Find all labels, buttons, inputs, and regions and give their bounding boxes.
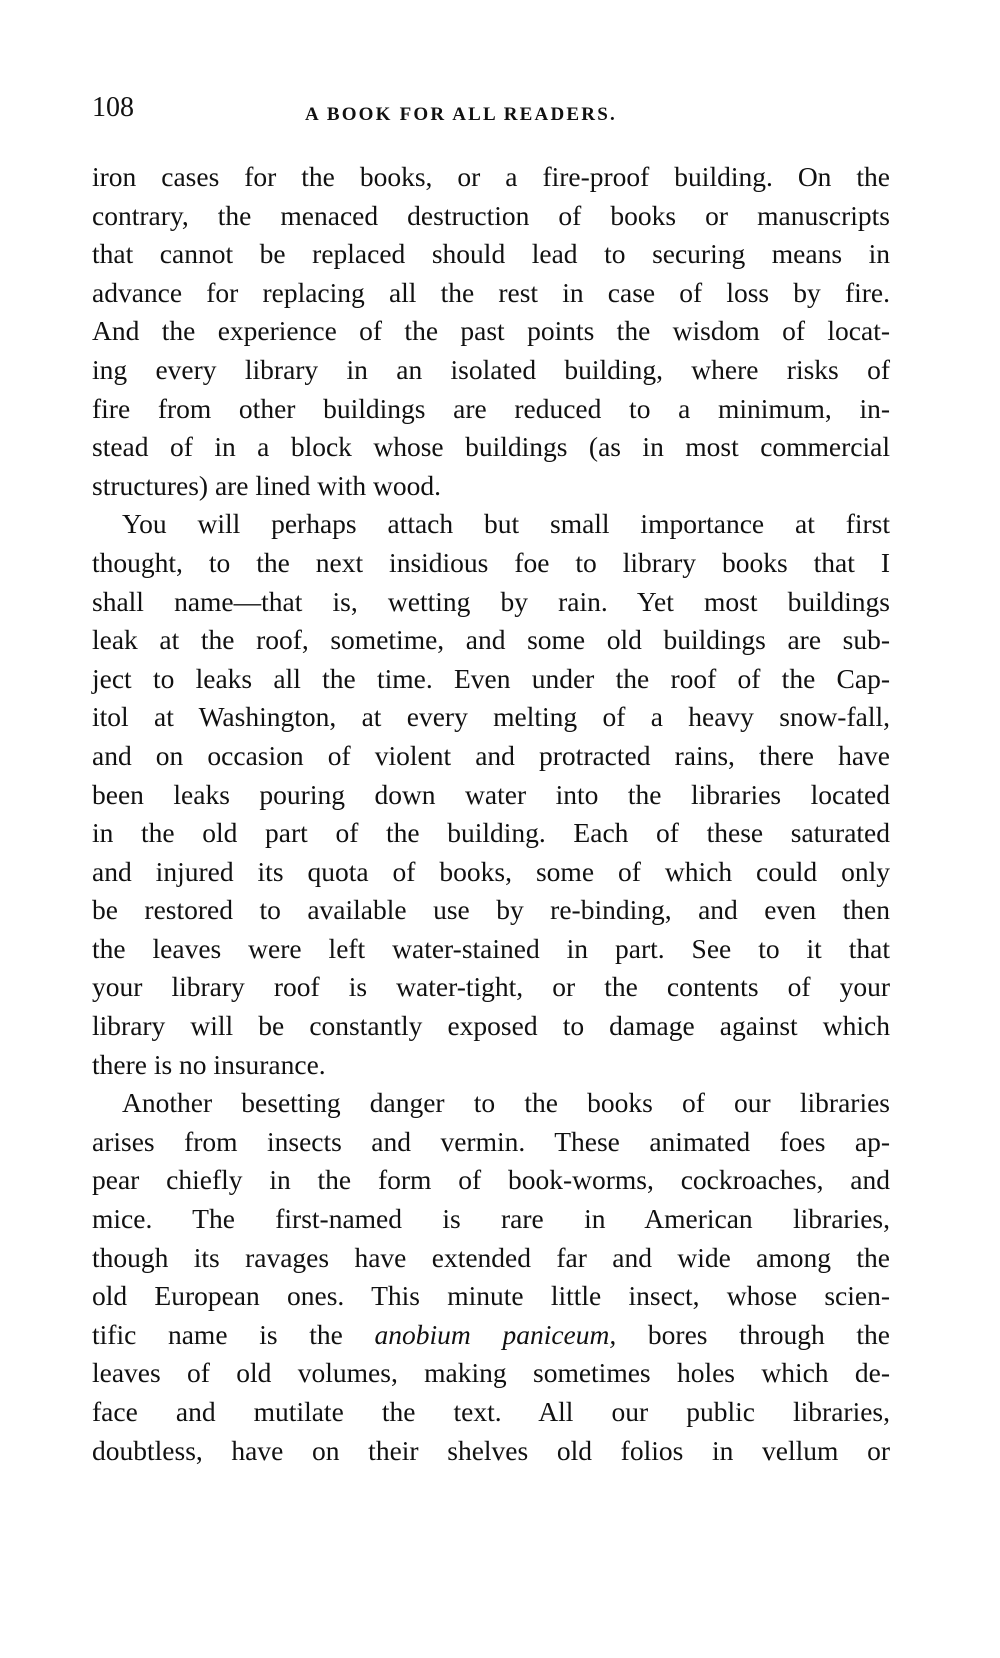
text-line: there is no insurance. (92, 1048, 326, 1080)
text-line: and injured its quota of books, some of which could only (92, 855, 890, 887)
page-number: 108 (92, 92, 134, 123)
text-line: though its ravages have extended far and wide among the (92, 1241, 890, 1273)
text-line: leaves of old volumes, making sometimes holes which de- (92, 1357, 890, 1389)
text-line: And the experience of the past points the wisdom of locat- (92, 315, 890, 347)
text-line (92, 1316, 890, 1355)
text-line: the leaves were left water-stained in part. See to it that (92, 932, 890, 964)
text-line: Another besetting danger to the books of our libraries (122, 1087, 890, 1119)
text-line: been leaks pouring down water into the libraries located (92, 778, 890, 810)
text-line: pear chiefly in the form of book-worms, cockroaches, and (92, 1164, 890, 1196)
text-line: contrary, the menaced destruction of books or manuscripts (92, 199, 890, 231)
text-line: itol at Washington, at every melting of a heavy snow-fall, (92, 701, 890, 733)
italic-term: anobium paniceum, (374, 1318, 617, 1350)
text-line: your library roof is water-tight, or the contents of your (92, 971, 890, 1003)
text-line: in the old part of the building. Each of these saturated (92, 817, 890, 849)
text-line: ing every library in an isolated building, where risks of (92, 353, 890, 385)
text-line: advance for replacing all the rest in case of loss by fire. (92, 276, 890, 308)
text-span: tific name is the (92, 1318, 375, 1350)
text-line: structures) are lined with wood. (92, 469, 442, 501)
text-line: doubtless, have on their shelves old folios in vellum or (92, 1434, 890, 1466)
text-line: thought, to the next insidious foe to library books that I (92, 546, 890, 578)
running-head: A BOOK FOR ALL READERS. (305, 104, 617, 125)
text-line: leak at the roof, sometime, and some old buildings are sub- (92, 624, 890, 656)
text-line: ject to leaks all the time. Even under the roof of the Cap- (92, 662, 890, 694)
text-line: stead of in a block whose buildings (as in most commercial (92, 431, 890, 463)
text-line: face and mutilate the text. All our public libraries, (92, 1396, 890, 1427)
text-line: arises from insects and vermin. These animated foes ap- (92, 1125, 890, 1157)
text-span: bores through the (616, 1318, 890, 1350)
text-line: that cannot be replaced should lead to securing means in (92, 238, 890, 270)
text-line: be restored to available use by re-binding, and even then (92, 894, 890, 926)
text-line: iron cases for the books, or a fire-proof building. On the (92, 161, 890, 192)
text-line: You will perhaps attach but small importance at first (122, 508, 890, 540)
text-line: shall name—that is, wetting by rain. Yet most buildings (92, 585, 890, 617)
text-line: mice. The first-named is rare in American libraries, (92, 1203, 890, 1235)
text-line: library will be constantly exposed to damage against which (92, 1010, 890, 1042)
text-line: fire from other buildings are reduced to a minimum, in- (92, 392, 890, 424)
body-text (92, 158, 890, 1470)
text-line: and on occasion of violent and protracted rains, there have (92, 739, 890, 771)
text-line: old European ones. This minute little insect, whose scien- (92, 1280, 890, 1312)
